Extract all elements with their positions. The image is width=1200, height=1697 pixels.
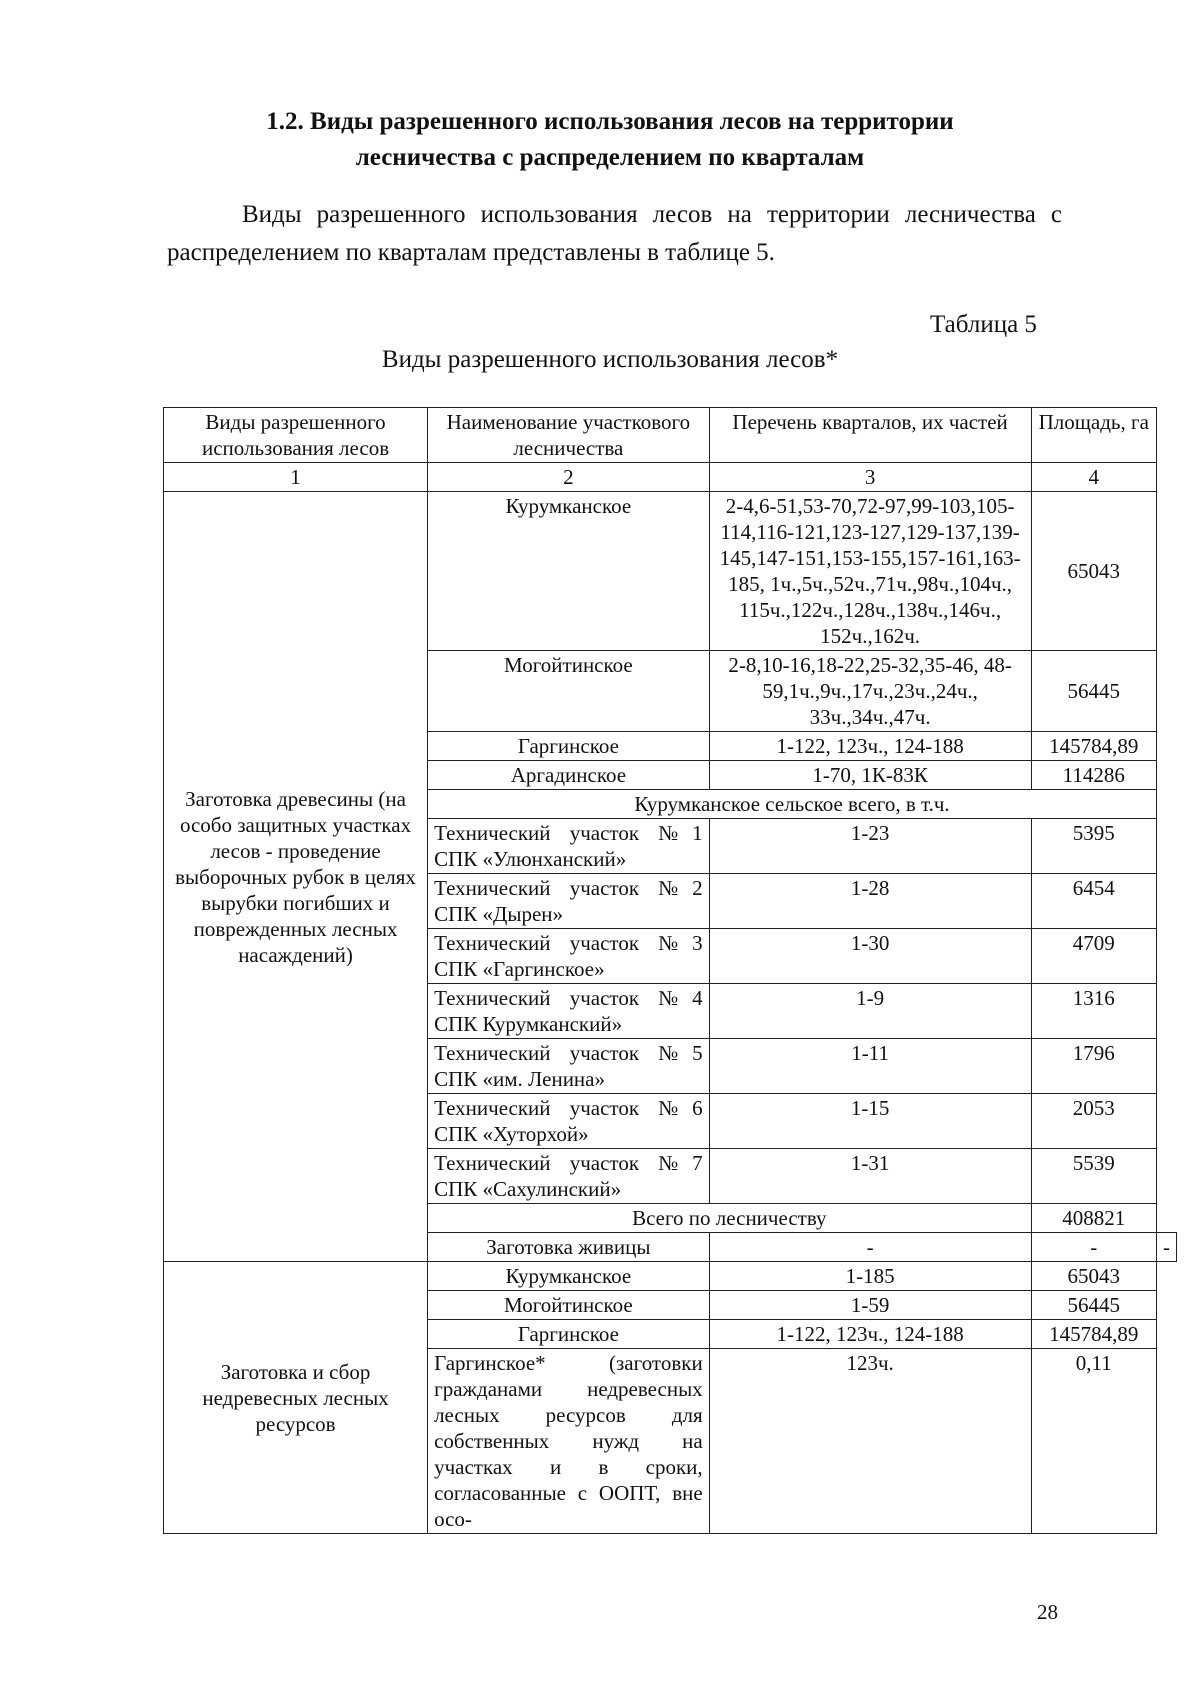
area-value: 145784,89 bbox=[1031, 732, 1156, 761]
tech-site-name: Технический участок №6 СПК «Хуторхой» bbox=[428, 1094, 710, 1149]
area-value: 114286 bbox=[1031, 761, 1156, 790]
area-value: 4709 bbox=[1031, 929, 1156, 984]
col-number: 2 bbox=[428, 463, 710, 492]
header-forestry-name: Наименование участкового лесничества bbox=[428, 408, 710, 463]
forestry-name: - bbox=[709, 1233, 1031, 1262]
section-heading bbox=[160, 104, 1060, 176]
col-number: 4 bbox=[1031, 463, 1156, 492]
forestry-name: Могойтинское bbox=[428, 1291, 710, 1320]
forestry-name: Курумканское bbox=[428, 492, 710, 651]
area-value: 5395 bbox=[1031, 819, 1156, 874]
quarters-list: 123ч. bbox=[709, 1349, 1031, 1534]
area-value: 56445 bbox=[1031, 651, 1156, 732]
quarters-list: 1-23 bbox=[709, 819, 1031, 874]
table-row bbox=[164, 1262, 1177, 1291]
forestry-name: Могойтинское bbox=[428, 651, 710, 732]
tech-site-name: Технический участок №1 СПК «Улюнханский» bbox=[428, 819, 710, 874]
quarters-list: 1-11 bbox=[709, 1039, 1031, 1094]
tech-site-name: Технический участок №7 СПК «Сахулинский» bbox=[428, 1149, 710, 1204]
area-value: 56445 bbox=[1031, 1291, 1156, 1320]
tech-site-name: Технический участок №3 СПК «Гаргинское» bbox=[428, 929, 710, 984]
area-value: 0,11 bbox=[1031, 1349, 1156, 1534]
quarters-list: 1-15 bbox=[709, 1094, 1031, 1149]
quarters-list: - bbox=[1031, 1233, 1156, 1262]
table-header-row bbox=[164, 408, 1177, 463]
total-label: Всего по лесничеству bbox=[428, 1204, 1031, 1233]
quarters-list: 1-70, 1К-83К bbox=[709, 761, 1031, 790]
area-value: 1796 bbox=[1031, 1039, 1156, 1094]
tech-site-name: Технический участок №4 СПК Курумканский» bbox=[428, 984, 710, 1039]
quarters-list: 1-59 bbox=[709, 1291, 1031, 1320]
column-number-row bbox=[164, 463, 1177, 492]
use-type-resin: Заготовка живицы bbox=[428, 1233, 710, 1262]
header-use-type: Виды разрешенного использования лесов bbox=[164, 408, 428, 463]
area-value: 65043 bbox=[1031, 1262, 1156, 1291]
area-value: 1316 bbox=[1031, 984, 1156, 1039]
quarters-list: 1-185 bbox=[709, 1262, 1031, 1291]
col-number: 3 bbox=[709, 463, 1031, 492]
section-heading-line1: 1.2. Виды разрешенного использования лесов на территории bbox=[266, 108, 954, 135]
table-label: Таблица 5 bbox=[930, 311, 1037, 338]
tech-site-name: Технический участок №2 СПК «Дырен» bbox=[428, 874, 710, 929]
intro-text: Виды разрешенного использования лесов на территории лесничества с распределением по кварталам представлены в таблице 5. bbox=[167, 201, 1062, 266]
intro-paragraph bbox=[167, 196, 1062, 272]
subtotal-label: Курумканское сельское всего, в т.ч. bbox=[428, 790, 1157, 819]
use-type-wood-harvesting: Заготовка древесины (на особо защитных участках лесов - проведение выборочных рубок в целях вырубки погибших и поврежденных лесных насаждений) bbox=[164, 492, 428, 1262]
tech-site-name: Технический участок №5 СПК «им. Ленина» bbox=[428, 1039, 710, 1094]
col-number: 1 bbox=[164, 463, 428, 492]
forestry-name: Гаргинское bbox=[428, 1320, 710, 1349]
header-area: Площадь, га bbox=[1031, 408, 1156, 463]
quarters-list: 2-8,10-16,18-22,25-32,35-46, 48-59,1ч.,9ч.,17ч.,23ч.,24ч., 33ч.,34ч.,47ч. bbox=[709, 651, 1031, 732]
area-value: 2053 bbox=[1031, 1094, 1156, 1149]
table-title: Виды разрешенного использования лесов* bbox=[381, 346, 839, 373]
quarters-list: 1-122, 123ч., 124-188 bbox=[709, 1320, 1031, 1349]
quarters-list: 2-4,6-51,53-70,72-97,99-103,105-114,116-121,123-127,129-137,139-145,147-151,153-155,157-161,163-185, 1ч.,5ч.,52ч.,71ч.,98ч.,104ч., 115ч.,122ч.,128ч.,138ч.,146ч., 152ч.,162ч. bbox=[709, 492, 1031, 651]
quarters-list: 1-30 bbox=[709, 929, 1031, 984]
quarters-list: 1-9 bbox=[709, 984, 1031, 1039]
section-heading-line2: лесничества с распределением по кварталам bbox=[355, 144, 865, 171]
page-number: 28 bbox=[1037, 1600, 1058, 1624]
area-value: 65043 bbox=[1031, 492, 1156, 651]
forestry-name: Гаргинское bbox=[428, 732, 710, 761]
forestry-name: Аргадинское bbox=[428, 761, 710, 790]
table-row bbox=[164, 492, 1177, 651]
forestry-name: Курумканское bbox=[428, 1262, 710, 1291]
quarters-list: 1-122, 123ч., 124-188 bbox=[709, 732, 1031, 761]
quarters-list: 1-31 bbox=[709, 1149, 1031, 1204]
area-value: 6454 bbox=[1031, 874, 1156, 929]
area-value: 145784,89 bbox=[1031, 1320, 1156, 1349]
forest-use-table bbox=[163, 407, 1177, 1534]
forestry-name-note: Гаргинское* (заготовки гражданами недревесных лесных ресурсов для собственных нужд на участках и в сроки, согласованные с ООПТ, вне осо- bbox=[428, 1349, 710, 1534]
area-value: - bbox=[1157, 1233, 1177, 1262]
area-value: 5539 bbox=[1031, 1149, 1156, 1204]
quarters-list: 1-28 bbox=[709, 874, 1031, 929]
header-quarters: Перечень кварталов, их частей bbox=[709, 408, 1031, 463]
use-type-non-wood: Заготовка и сбор недревесных лесных ресурсов bbox=[164, 1262, 428, 1534]
total-value: 408821 bbox=[1031, 1204, 1156, 1233]
